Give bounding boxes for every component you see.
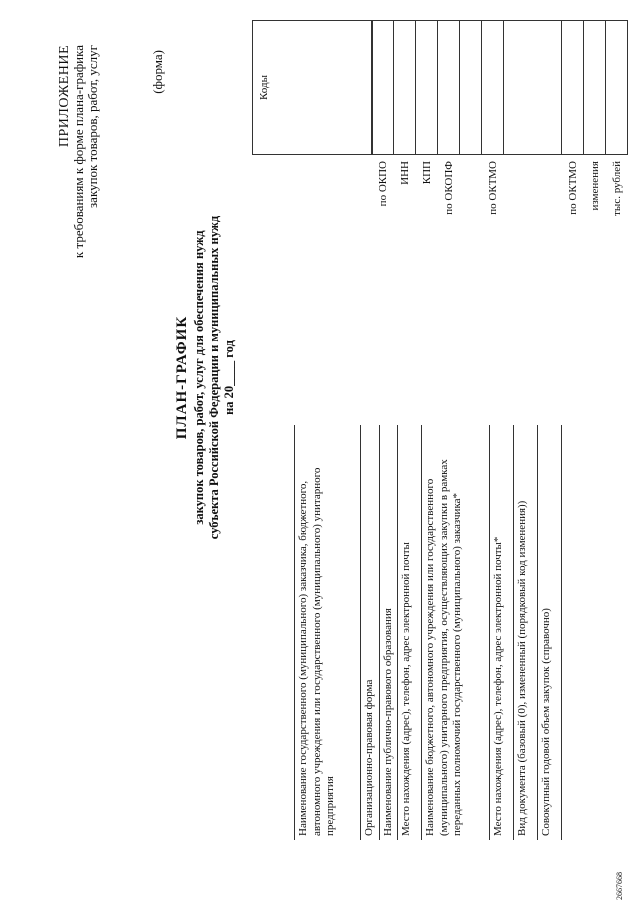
- code-cell[interactable]: [584, 20, 606, 155]
- code-cell[interactable]: [438, 20, 460, 155]
- title-line-2: субъекта Российской Федерации и муниципальных нужд: [207, 215, 221, 540]
- codes-column-frame: [252, 20, 372, 155]
- code-row: [606, 20, 628, 400]
- code-row: [416, 20, 438, 400]
- code-cell[interactable]: [372, 20, 394, 155]
- code-cell[interactable]: [416, 20, 438, 155]
- form-note: (форма): [150, 50, 165, 94]
- code-cell[interactable]: [394, 20, 416, 155]
- code-label: изменения: [589, 161, 601, 211]
- code-cell[interactable]: [606, 20, 628, 155]
- code-row: [438, 20, 460, 400]
- codes-header: Коды: [258, 75, 270, 100]
- code-row: [482, 20, 504, 400]
- row-address: Место нахождения (адрес), телефон, адрес электронной почты: [398, 425, 422, 840]
- code-label: по ОКТМО: [567, 161, 579, 215]
- code-label: КПП: [421, 161, 433, 185]
- title-line-1: закупок товаров, работ, услуг для обеспечения нужд: [192, 230, 206, 525]
- code-row: [562, 20, 584, 400]
- code-cell[interactable]: [504, 20, 562, 155]
- row-delegated-address: Место нахождения (адрес), телефон, адрес электронной почты*: [490, 425, 514, 840]
- code-row: [504, 20, 562, 400]
- code-row: [394, 20, 416, 400]
- code-label: по ОКПО: [377, 161, 389, 207]
- code-row: [584, 20, 606, 400]
- appendix-line-2: закупок товаров, работ, услуг: [85, 45, 100, 208]
- title-heading: ПЛАН-ГРАФИК: [174, 315, 190, 440]
- row-legal-form: Организационно-правовая форма: [361, 425, 380, 840]
- code-cell[interactable]: [460, 20, 482, 155]
- code-label: по ОКОПФ: [443, 161, 455, 215]
- row-customer-name: Наименование государственного (муниципального) заказчика, бюджетного, автономного учреждения или государственного (муниципального) унитарного предприятия: [295, 425, 361, 840]
- code-row: [372, 20, 394, 400]
- title-line-3: на 20____ год: [222, 340, 236, 415]
- document-title: [172, 0, 237, 905]
- code-cell[interactable]: [482, 20, 504, 155]
- code-label: тыс. рублей: [611, 161, 623, 216]
- row-public-entity: Наименование публично-правового образования: [380, 425, 399, 840]
- row-delegated-customer: Наименование бюджетного, автономного учреждения или государственного (муниципального) унитарного предприятия, осуществляющих закупки в рамках переданных полномочий государственного (муниципального) заказчика*: [422, 425, 490, 840]
- appendix-heading: ПРИЛОЖЕНИЕ: [57, 45, 72, 148]
- row-document-type: Вид документа (базовый (0), измененный (порядковый код изменения)): [514, 425, 538, 840]
- appendix-line-1: к требованиям к форме плана-графика: [71, 45, 86, 259]
- code-label: ИНН: [399, 161, 411, 185]
- row-annual-volume: Совокупный годовой объем закупок (справочно): [538, 425, 562, 840]
- code-cell[interactable]: [562, 20, 584, 155]
- page-footnote: 2667668: [615, 872, 624, 900]
- code-row: [460, 20, 482, 400]
- code-label: [504, 155, 562, 400]
- code-label: [460, 155, 482, 400]
- appendix-header: [58, 45, 100, 905]
- requisites-table: [294, 425, 562, 840]
- codes-table: [372, 20, 628, 400]
- code-label: по ОКТМО: [487, 161, 499, 215]
